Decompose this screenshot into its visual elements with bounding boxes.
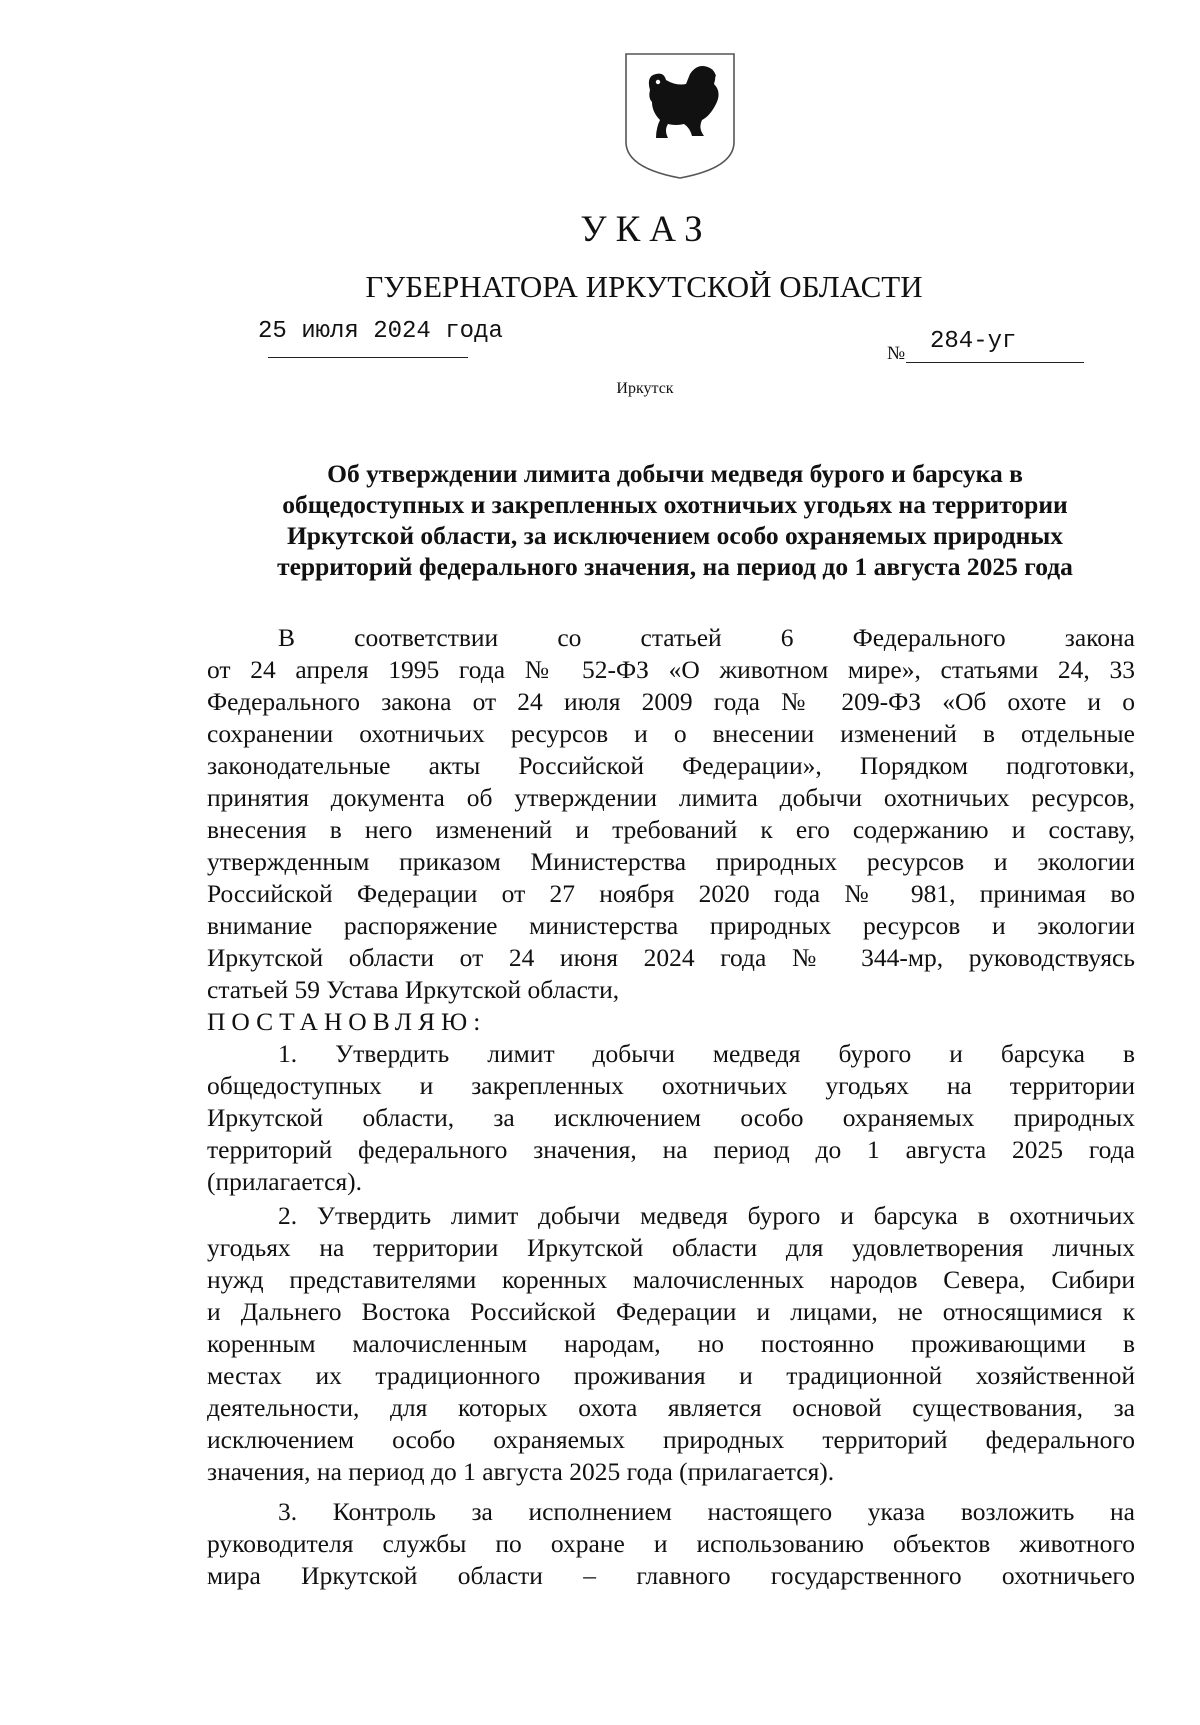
resolve-word: ПОСТАНОВЛЯЮ: (207, 1007, 487, 1036)
text-line: сохранении охотничьих ресурсов и о внесении изменений в отдельные (207, 719, 1135, 748)
text-line: статьей 59 Устава Иркутской области, (207, 975, 620, 1004)
coat-of-arms-emblem (620, 50, 740, 180)
heading-line: Иркутской области, за исключением особо охраняемых природных (286, 521, 1064, 550)
document-heading (215, 458, 1135, 582)
text-line: и Дальнего Востока Российской Федерации и лицами, не относящимися к (207, 1297, 1135, 1326)
item-3-paragraph (207, 1496, 1135, 1592)
text-line: от 24 апреля 1995 года № 52-ФЗ «О животном мире», статьями 24, 33 (207, 655, 1135, 684)
text-line: Федерального закона от 24 июля 2009 года № 209-ФЗ «Об охоте и о (207, 687, 1135, 716)
text-line: исключением особо охраняемых природных территорий федерального (207, 1425, 1135, 1454)
text-line: (прилагается). (207, 1167, 363, 1196)
number-sign: № (887, 343, 906, 364)
document-date: 25 июля 2024 года (258, 318, 503, 345)
heading-line: общедоступных и закрепленных охотничьих угодьях на территории (282, 490, 1068, 519)
preamble-paragraph (207, 622, 1135, 1038)
text-line: руководителя службы по охране и использованию объектов животного (207, 1529, 1135, 1558)
text-line: нужд представителями коренных малочисленных народов Севера, Сибири (207, 1265, 1135, 1294)
text-line: законодательные акты Российской Федерации», Порядком подготовки, (207, 751, 1135, 780)
heading-line: Об утверждении лимита добычи медведя бурого и барсука в (327, 459, 1023, 488)
babr-emblem-icon (620, 50, 740, 180)
text-line: угодьях на территории Иркутской области для удовлетворения личных (207, 1233, 1135, 1262)
text-line: внимание распоряжение министерства природных ресурсов и экологии (207, 911, 1135, 940)
text-line: местах их традиционного проживания и традиционной хозяйственной (207, 1361, 1135, 1390)
text-line: территорий федерального значения, на период до 1 августа 2025 года (207, 1135, 1135, 1164)
text-line: 3. Контроль за исполнением настоящего указа возложить на (278, 1497, 1135, 1526)
text-line: принятия документа об утверждении лимита добычи охотничьих ресурсов, (207, 783, 1135, 812)
date-underline (268, 357, 468, 358)
text-line: внесения в него изменений и требований к его содержанию и составу, (207, 815, 1135, 844)
document-subtitle: ГУБЕРНАТОРА ИРКУТСКОЙ ОБЛАСТИ (365, 269, 923, 304)
text-line: 1. Утвердить лимит добычи медведя бурого и барсука в (278, 1039, 1135, 1068)
document-number: 284-уг (930, 328, 1017, 355)
text-line: значения, на период до 1 августа 2025 года (прилагается). (207, 1457, 835, 1486)
text-line: Иркутской области, за исключением особо охраняемых природных (207, 1103, 1135, 1132)
number-underline (906, 362, 1084, 363)
item-1-paragraph (207, 1038, 1135, 1198)
heading-line: территорий федерального значения, на период до 1 августа 2025 года (277, 552, 1073, 581)
text-line: деятельности, для которых охота является основой существования, за (207, 1393, 1135, 1422)
item-2-paragraph (207, 1200, 1135, 1488)
text-line: общедоступных и закрепленных охотничьих угодьях на территории (207, 1071, 1135, 1100)
text-line: утвержденным приказом Министерства природных ресурсов и экологии (207, 847, 1135, 876)
text-line: 2. Утвердить лимит добычи медведя бурого и барсука в охотничьих (278, 1201, 1135, 1230)
text-line: В соответствии со статьей 6 Федерального закона (278, 623, 1135, 652)
text-line: Иркутской области от 24 июня 2024 года № 344-мр, руководствуясь (207, 943, 1135, 972)
document-city: Иркутск (616, 380, 674, 397)
document-title: УКАЗ (580, 209, 712, 250)
text-line: мира Иркутской области – главного государственного охотничьего (207, 1561, 1135, 1590)
text-line: коренным малочисленным народам, но постоянно проживающими в (207, 1329, 1135, 1358)
text-line: Российской Федерации от 27 ноября 2020 года № 981, принимая во (207, 879, 1135, 908)
